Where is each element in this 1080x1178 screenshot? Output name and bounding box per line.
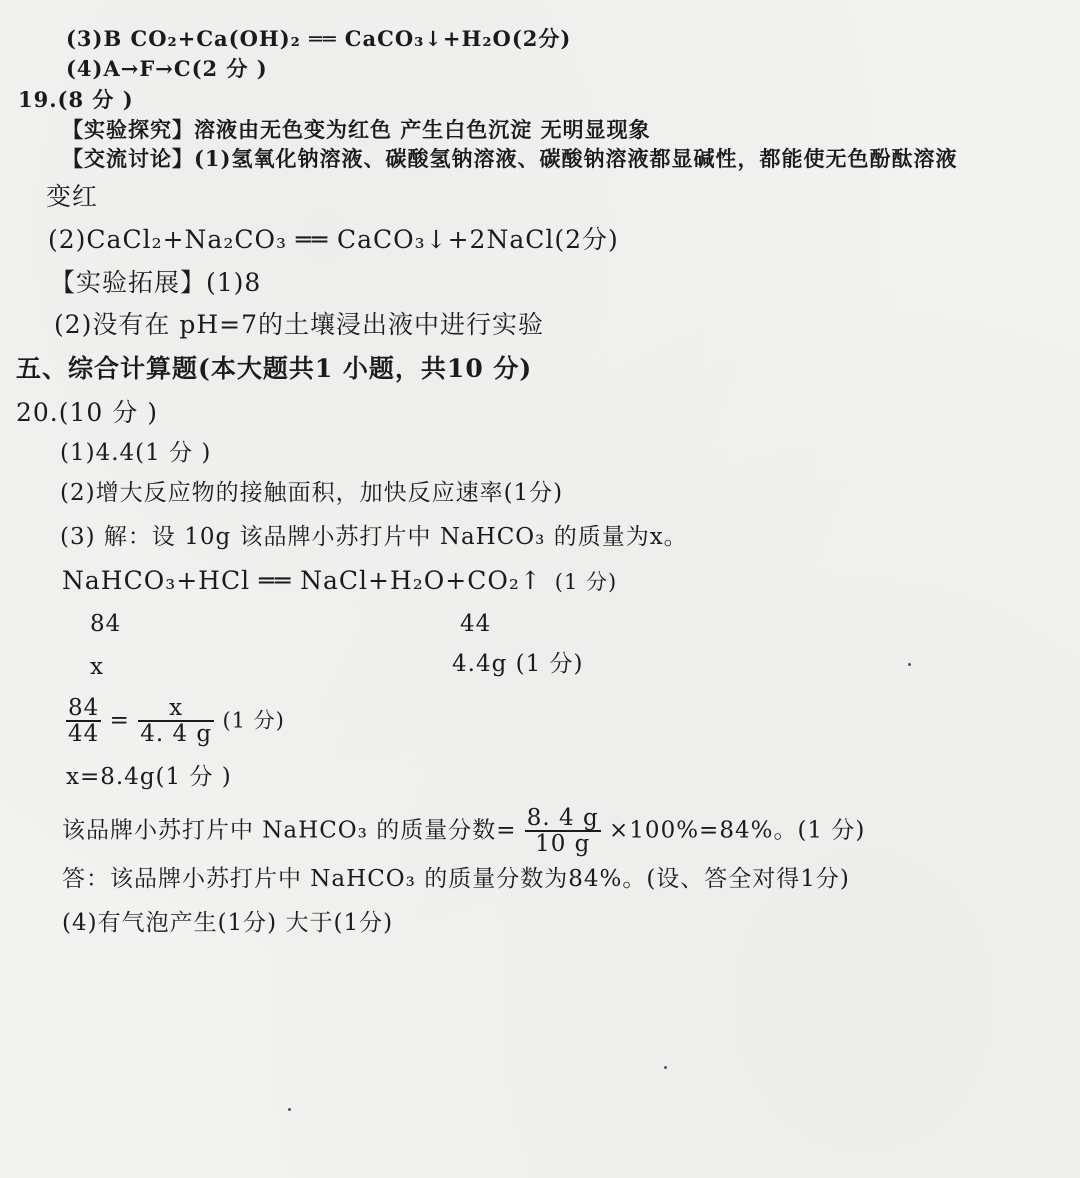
answer-19-discussion-1: 【交流讨论】(1)氢氧化钠溶液、碳酸氢钠溶液、碳酸钠溶液都显碱性，都能使无色酚酞溶液 (62, 146, 958, 171)
final-answer: 答：该品牌小苏打片中 NaHCO₃ 的质量分数为84%。(设、答全对得1分) (62, 866, 850, 892)
question-20-header: 20.(10 分 ) (16, 398, 158, 427)
answer-19-discussion-1-cont: 变红 (46, 182, 99, 211)
fraction-numerator: 8. 4 g (526, 805, 599, 831)
fraction-denominator: 4. 4 g (140, 721, 213, 748)
fraction-numerator: x (138, 696, 214, 722)
answer-19-extension-1: 【实验拓展】(1)8 (50, 268, 262, 297)
proportion-equation (66, 696, 285, 746)
answer-18-3: (3)B CO₂+Ca(OH)₂ ══ CaCO₃↓+H₂O(2分) (66, 26, 572, 51)
reaction-equation (62, 568, 617, 593)
section-5-header: 五、综合计算题(本大题共1 小题，共10 分) (16, 354, 533, 383)
answer-20-4: (4)有气泡产生(1分) 大于(1分) (62, 910, 394, 936)
co2-mass-given: 4.4g (1 分) (452, 651, 584, 677)
molar-mass-co2: 44 (460, 611, 492, 637)
fraction-84-44 (66, 696, 101, 746)
scan-speck (908, 663, 911, 666)
fraction-denominator: 44 (68, 721, 100, 748)
answer-19-experiment: 【实验探究】溶液由无色变为红色 产生白色沉淀 无明显现象 (62, 117, 651, 142)
answer-20-3-intro: (3) 解：设 10g 该品牌小苏打片中 NaHCO₃ 的质量为x。 (60, 524, 688, 550)
fraction-numerator: 84 (68, 695, 100, 721)
mass-fraction-prefix: 该品牌小苏打片中 NaHCO₃ 的质量分数= (62, 817, 517, 844)
fraction-8.4g-10g (525, 806, 601, 856)
scan-speck (288, 1108, 291, 1111)
answer-18-4: (4)A→F→C(2 分 ) (66, 56, 268, 81)
mass-fraction-calc (62, 806, 865, 856)
answer-20-2: (2)增大反应物的接触面积，加快反应速率(1分) (60, 480, 564, 506)
molar-mass-nahco3: 84 (90, 611, 122, 637)
unknown-mass-x: x (90, 654, 104, 680)
reaction-equation-score: (1 分) (554, 570, 618, 594)
reaction-equation-text: NaHCO₃+HCl ══ NaCl+H₂O+CO₂↑ (62, 566, 542, 595)
mass-fraction-result: ×100%=84%。(1 分) (609, 817, 866, 844)
answer-19-extension-2: (2)没有在 pH=7的土壤浸出液中进行实验 (54, 310, 545, 339)
fraction-x-4.4g (138, 696, 214, 746)
fraction-denominator: 10 g (535, 831, 591, 858)
equals-sign: = (109, 707, 130, 734)
scan-speck (664, 1066, 667, 1069)
question-19-header: 19.(8 分 ) (18, 87, 134, 112)
answer-x-value: x=8.4g(1 分 ) (66, 764, 232, 790)
proportion-score: (1 分) (222, 708, 285, 733)
answer-19-discussion-2: (2)CaCl₂+Na₂CO₃ ══ CaCO₃↓+2NaCl(2分) (48, 225, 619, 254)
answer-20-1: (1)4.4(1 分 ) (60, 440, 212, 466)
